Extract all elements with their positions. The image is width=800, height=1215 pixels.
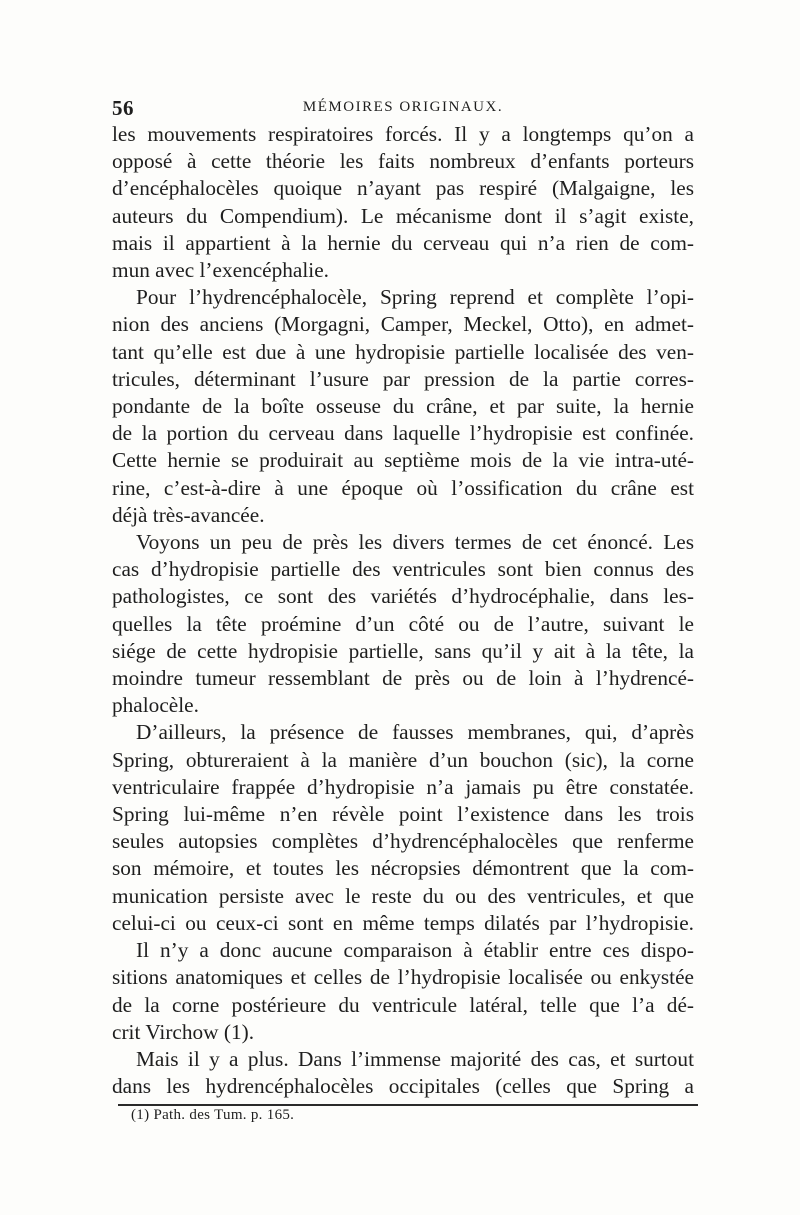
text-line: nion des anciens (Morgagni, Camper, Meckel, Otto), en admet- (112, 312, 694, 337)
text-line: phalocèle. (112, 693, 199, 718)
text-line: moindre tumeur ressemblant de près ou de loin à l’hydrencé- (112, 666, 694, 691)
text-line: d’encéphalocèles quoique n’ayant pas respiré (Malgaigne, les (112, 176, 694, 201)
text-line: mais il appartient à la hernie du cerveau qui n’a rien de com- (112, 230, 694, 255)
text-line: Voyons un peu de près les divers termes de cet énoncé. Les (136, 530, 694, 555)
text-line: les mouvements respiratoires forcés. Il y a longtemps qu’on a (112, 122, 694, 146)
page-number: 56 (112, 96, 134, 120)
text-line: ventriculaire frappée d’hydropisie n’a jamais pu être constatée. (112, 774, 694, 799)
text-line: pondante de la boîte osseuse du crâne, et par suite, la hernie (112, 394, 694, 419)
text-line: de la portion du cerveau dans laquelle l’hydropisie est confinée. (112, 421, 694, 446)
text-line: Cette hernie se produirait au septième mois de la vie intra-uté- (112, 448, 694, 473)
footnote-rule (118, 1104, 698, 1106)
footnote: (1) Path. des Tum. p. 165. (131, 1107, 295, 1123)
text-line: seules autopsies complètes d’hydrencéphalocèles que renferme (112, 829, 694, 854)
text-line: cas d’hydropisie partielle des ventricules sont bien connus des (112, 557, 694, 582)
text-line: rine, c’est-à-dire à une époque où l’ossification du crâne est (112, 475, 694, 500)
text-line: Mais il y a plus. Dans l’immense majorité des cas, et surtout (136, 1046, 694, 1071)
text-line: Il n’y a donc aucune comparaison à établir entre ces dispo- (136, 938, 694, 963)
body-text (112, 121, 694, 1100)
text-line: Spring lui-même n’en révèle point l’existence dans les trois (112, 802, 694, 827)
text-line: D’ailleurs, la présence de fausses membranes, qui, d’après (136, 720, 694, 745)
running-title: MÉMOIRES ORIGINAUX. (302, 99, 504, 115)
text-line: de la corne postérieure du ventricule latéral, telle que l’a dé- (112, 992, 694, 1017)
text-line: siége de cette hydropisie partielle, sans qu’il y ait à la tête, la (112, 638, 694, 663)
text-line: son mémoire, et toutes les nécropsies démontrent que la com- (112, 856, 694, 881)
text-line: mun avec l’exencéphalie. (112, 258, 329, 283)
text-line: opposé à cette théorie les faits nombreux d’enfants porteurs (112, 149, 694, 174)
text-line: tant qu’elle est due à une hydropisie partielle localisée des ven- (112, 339, 694, 364)
text-line: Pour l’hydrencéphalocèle, Spring reprend et complète l’opi- (136, 285, 694, 310)
text-line: auteurs du Compendium). Le mécanisme dont il s’agit existe, (112, 203, 694, 228)
page-header (112, 96, 694, 124)
text-line: déjà très-avancée. (112, 502, 265, 527)
text-line: munication persiste avec le reste du ou des ventricules, et que (112, 883, 694, 908)
text-line: celui-ci ou ceux-ci sont en même temps dilatés par l’hydropisie. (112, 910, 694, 935)
text-line: pathologistes, ce sont des variétés d’hydrocéphalie, dans les- (112, 584, 694, 609)
text-line: tricules, déterminant l’usure par pression de la partie corres- (112, 366, 694, 391)
text-line: quelles la tête proémine d’un côté ou de l’autre, suivant le (112, 611, 694, 636)
text-line: sitions anatomiques et celles de l’hydropisie localisée ou enkystée (112, 965, 694, 990)
text-line: dans les hydrencéphalocèles occipitales (celles que Spring a (112, 1074, 694, 1099)
text-line: crit Virchow (1). (112, 1019, 255, 1044)
text-line: Spring, obtureraient à la manière d’un bouchon (sic), la corne (112, 747, 694, 772)
